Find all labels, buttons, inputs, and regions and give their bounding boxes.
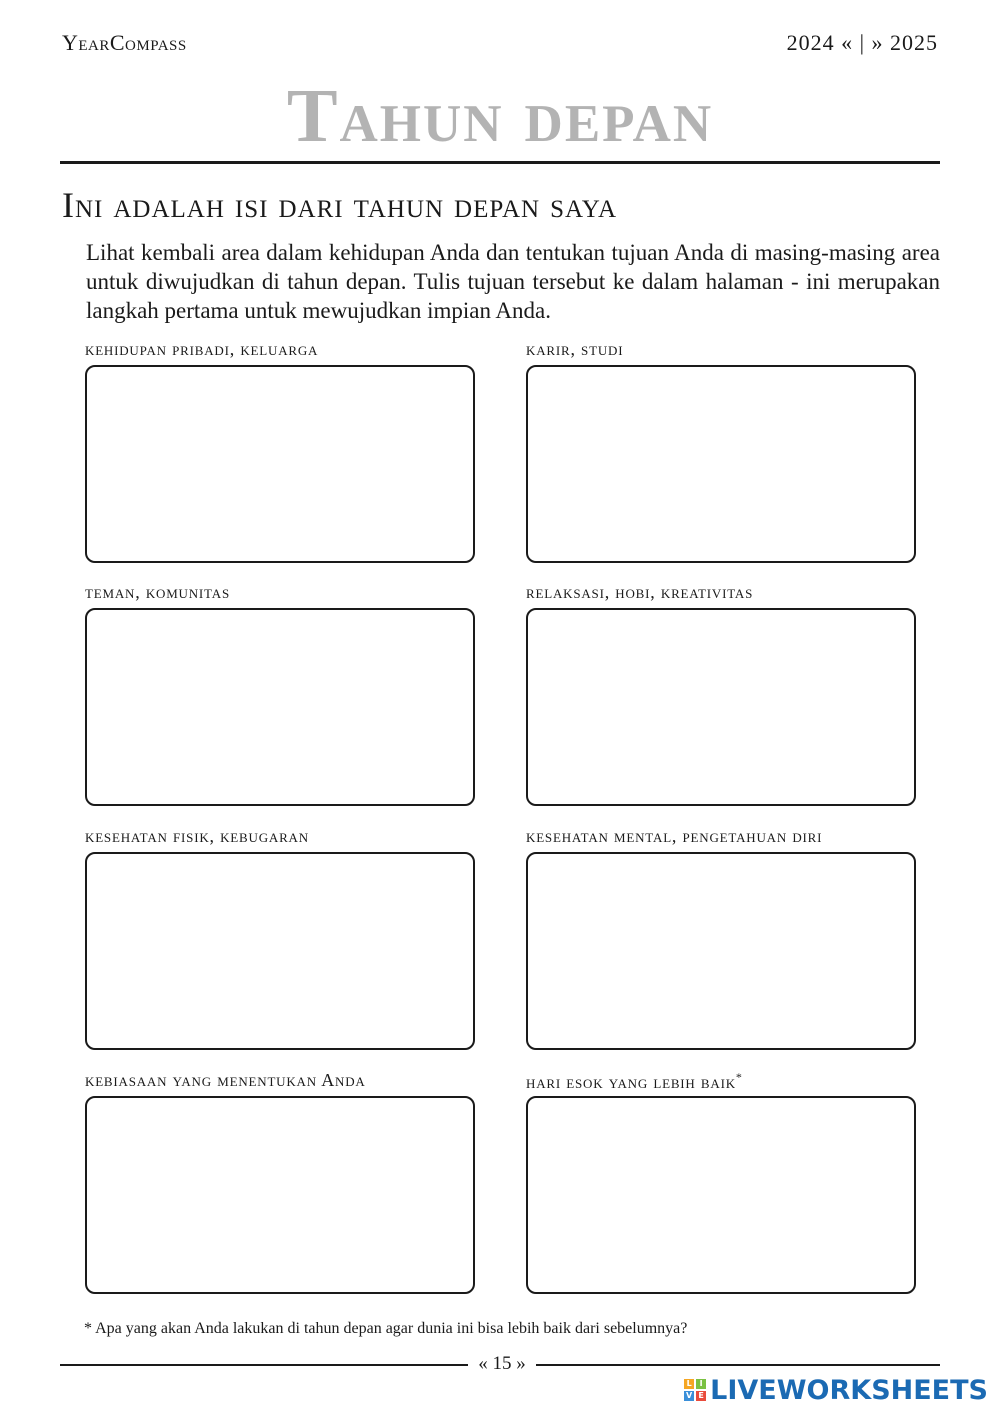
logo-cell-i: I — [696, 1379, 706, 1389]
liveworksheets-watermark — [684, 1374, 988, 1406]
section-subtitle: Ini adalah isi dari tahun depan saya — [62, 185, 618, 225]
writing-box-better-tomorrow[interactable] — [526, 1096, 916, 1294]
logo-cell-e: E — [696, 1391, 706, 1401]
label-habits: kebiasaan yang menentukan Anda — [85, 1070, 366, 1090]
writing-box-physical-health[interactable] — [85, 852, 475, 1050]
footer-divider-right — [536, 1364, 940, 1366]
logo-cell-l: L — [684, 1379, 694, 1389]
footnote-marker: * — [735, 1070, 743, 1084]
label-mental-health: kesehatan mental, pengetahuan diri — [526, 826, 823, 846]
liveworksheets-logo-text: LIVEWORKSHEETS — [710, 1374, 988, 1406]
writing-box-relax-hobby[interactable] — [526, 608, 916, 806]
writing-box-habits[interactable] — [85, 1096, 475, 1294]
writing-box-mental-health[interactable] — [526, 852, 916, 1050]
footer-divider-left — [60, 1364, 468, 1366]
page-number: « 15 » — [478, 1353, 526, 1374]
logo-cell-v: V — [686, 1391, 693, 1400]
label-relax-hobby: relaksasi, hobi, kreativitas — [526, 582, 754, 602]
writing-box-personal-family[interactable] — [85, 365, 475, 563]
liveworksheets-logo-icon — [684, 1379, 706, 1401]
label-career-study: karir, studi — [526, 339, 624, 359]
page-title: Tahun depan — [286, 74, 714, 158]
intro-paragraph: Lihat kembali area dalam kehidupan Anda dan tentukan tujuan Anda di masing-masing area untuk diwujudkan di tahun depan. Tulis tujuan tersebut ke dalam halaman - ini merupakan langkah pertama untuk mewujudkan impian Anda. — [86, 240, 940, 323]
writing-box-career-study[interactable] — [526, 365, 916, 563]
label-better-tomorrow — [526, 1071, 743, 1091]
writing-box-friends-community[interactable] — [85, 608, 475, 806]
brand-name: YearCompass — [62, 30, 187, 55]
label-friends-community: teman, komunitas — [85, 582, 230, 602]
year-range: 2024 « | » 2025 — [786, 30, 938, 55]
label-personal-family: kehidupan pribadi, keluarga — [85, 339, 319, 359]
title-divider — [60, 161, 940, 164]
footnote: * Apa yang akan Anda lakukan di tahun depan agar dunia ini bisa lebih baik dari sebelumnya? — [84, 1320, 688, 1337]
label-better-tomorrow-text: hari esok yang lebih baik — [526, 1072, 736, 1092]
label-physical-health: kesehatan fisik, kebugaran — [85, 826, 309, 846]
